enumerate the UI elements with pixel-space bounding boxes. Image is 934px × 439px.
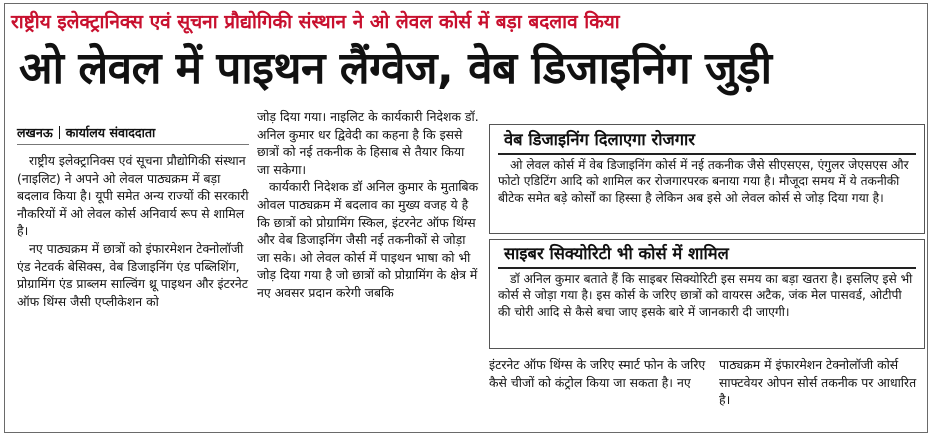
byline-separator	[59, 126, 60, 139]
byline	[17, 124, 155, 142]
web-designing-box	[489, 124, 925, 234]
web-designing-heading-rule	[498, 153, 916, 155]
web-designing-heading: वेब डिजाइनिंग दिलाएगा रोजगार	[504, 130, 696, 149]
article-column-2	[257, 108, 479, 432]
byline-place: लखनऊ	[17, 125, 53, 140]
cyber-security-heading-rule	[498, 267, 916, 269]
main-headline: ओ लेवल में पाइथन लैंग्वेज, वेब डिजाइनिंग जुड़ी	[19, 43, 772, 94]
cyber-security-body: डॉ अनिल कुमार बताते हैं कि साइबर सिक्योरिटी इस समय का बड़ा खतरा है। इसलिए इसे भी कोर्स से जोड़ा गया है। इस कोर्स के जरिए छात्रों को वायरस अटैक, जंक मेल पासवर्ड, ओटीपी की चोरी आदि से कैसे बचा जाए इसके बारे में जानकारी दी जाएगी।	[498, 272, 913, 319]
column-1-paragraph-2: नए पाठ्यक्रम में छात्रों को इंफारमेशन टेक्नोलॉजी एंड नेटवर्क बेसिक्स, वेब डिजाइनिंग एंड पब्लिशिंग, प्रोग्रामिंग एंड प्राब्लम साल्विंग थ्रू पाइथन और इंटरनेट ऑफ थिंग्स जैसी एप्लीकेशन को	[17, 240, 249, 309]
byline-divider	[17, 144, 249, 145]
cyber-security-heading: साइबर सिक्योरिटी भी कोर्स में शामिल	[504, 244, 729, 263]
article-column-4	[719, 356, 925, 432]
web-designing-body: ओ लेवल कोर्स में वेब डिजाइनिंग कोर्स में नई तकनीक जैसे सीएसएस, एंगुलर जेएसएस और फोटो एडिटिंग आदि को शामिल कर रोजगारपरक बनाया गया है। मौजूदा समय में ये तकनीकी बीटेक समेत बड़े कोर्सों का हिस्सा है लेकिन अब इसे ओ लेवल कोर्स से जोड़ दिया गया है।	[498, 158, 909, 205]
column-2-paragraph-2: कार्यकारी निदेशक डॉ अनिल कुमार के मुताबिक ओवल पाठ्यक्रम में बदलाव का मुख्य वजह ये है कि छात्रों को प्रोग्रामिंग स्किल, इंटरनेट ऑफ थिंग्स और वेब डिजाइनिंग जैसी नई तकनीकों से जोड़ा जा सके। ओ लेवल कोर्स में पाइथन भाषा को भी जोड़ दिया गया है जो छात्रों को प्रोग्रामिंग के क्षेत्र में नए अवसर प्रदान करेगी जबकि	[257, 179, 479, 300]
cyber-security-box	[489, 239, 925, 349]
newspaper-clipping	[4, 3, 928, 433]
article-column-3	[489, 356, 711, 432]
article-column-1	[17, 152, 249, 432]
column-2-paragraph-1: जोड़ दिया गया। नाइलिट के कार्यकारी निदेशक डॉ. अनिल कुमार धर द्विवेदी का कहना है कि इससे छात्रों को नई तकनीक के हिसाब से तैयार किया जा सकेगा।	[257, 109, 479, 177]
kicker-headline: राष्ट्रीय इलेक्ट्रानिक्स एवं सूचना प्रौद्योगिकी संस्थान ने ओ लेवल कोर्स में बड़ा बदलाव किया	[11, 11, 620, 33]
column-3-paragraph: इंटरनेट ऑफ थिंग्स के जरिए स्मार्ट फोन के जरिए कैसे चीजों को कंट्रोल किया जा सकता है। नए	[489, 357, 706, 390]
column-4-paragraph: पाठ्यक्रम में इंफारमेशन टेक्नोलॉजी कोर्स साफ्टवेयर ओपन सोर्स तकनीक पर आधारित है।	[719, 357, 917, 408]
byline-office: कार्यालय संवाददाता	[65, 125, 156, 140]
column-1-paragraph-1: राष्ट्रीय इलेक्ट्रानिक्स एवं सूचना प्रौद्योगिकी संस्थान (नाइलिट) ने अपने ओ लेवल पाठ्यक्रम में बड़ा बदलाव किया है। यूपी समेत अन्य राज्यों की सरकारी नौकरियों में ओ लेवल कोर्स अनिवार्य रूप से शामिल है।	[17, 153, 249, 239]
